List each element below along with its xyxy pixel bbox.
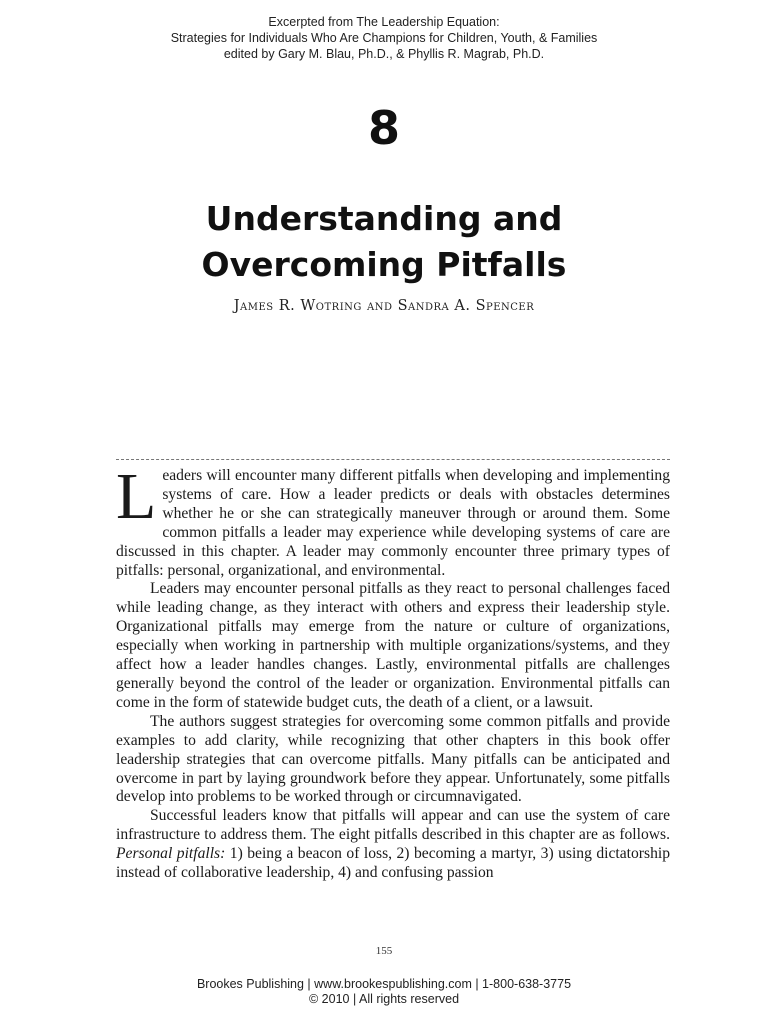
drop-cap: L [116,460,157,533]
excerpt-header-line-3: edited by Gary M. Blau, Ph.D., & Phyllis R. Magrab, Ph.D. [223,47,545,61]
chapter-title-line-1: Understanding and [205,199,563,238]
paragraph-4-end: 1) being a beacon of loss, 2) becoming a martyr, 3) using dictatorship instead of collaborative leadership, 4) and confusing passion [116,845,670,882]
paragraph-3: The authors suggest strategies for overcoming some common pitfalls and provide examples to add clarity, while recognizing that other chapters in this book offer leadership strategies that can overcome pitfalls. Many pitfalls can be anticipated and overcome in part by laying groundwork before they appear. Unfortunately, some pitfalls develop into problems to be worked through or circumnavigated. [116,712,670,806]
paragraph-1-text: eaders will encounter many different pitfalls when developing and implementing systems of care. How a leader predicts or deals with obstacles determines whether he or she can strategically maneuver through or around them. Some common pitfalls a leader may experience while developing systems of care are discussed in this chapter. A leader may commonly encounter three primary types of pitfalls: personal, organizational, and environmental. [116,467,670,579]
page-number: 155 [375,945,393,957]
excerpt-header-line-2: Strategies for Individuals Who Are Champions for Children, Youth, & Families [170,31,598,45]
footer-line-1: Brookes Publishing | www.brookespublishing.com | 1-800-638-3775 [196,977,572,991]
excerpt-header [0,14,768,62]
personal-pitfalls-label: Personal pitfalls: [116,845,226,863]
footer-line-2: © 2010 | All rights reserved [308,992,460,1006]
publisher-footer [0,977,768,1007]
paragraph-2: Leaders may encounter personal pitfalls as they react to personal challenges faced while leading change, as they interact with others and express their leadership style. Organizational pitfalls may emerge from the nature or culture of organizations, especially when working in partnership with multiple organizations/systems, and they affect how a leader handles changes. Lastly, environmental pitfalls are challenges generally beyond the control of the leader or organization. Environmental pitfalls can come in the form of statewide budget cuts, the death of a client, or a lawsuit. [116,580,670,711]
chapter-title [0,196,768,288]
chapter-body [116,460,670,883]
paragraph-4-start: Successful leaders know that pitfalls will appear and can use the system of care infrastructure to address them. The eight pitfalls described in this chapter are as follows. [116,807,670,844]
excerpt-header-line-1: Excerpted from The Leadership Equation: [268,15,500,29]
section-divider [116,459,670,460]
paragraph-1 [116,460,670,580]
chapter-title-line-2: Overcoming Pitfalls [201,245,567,284]
chapter-number: 8 [367,101,400,155]
chapter-authors: James R. Wotring and Sandra A. Spencer [233,298,535,314]
paragraph-4 [116,807,670,883]
